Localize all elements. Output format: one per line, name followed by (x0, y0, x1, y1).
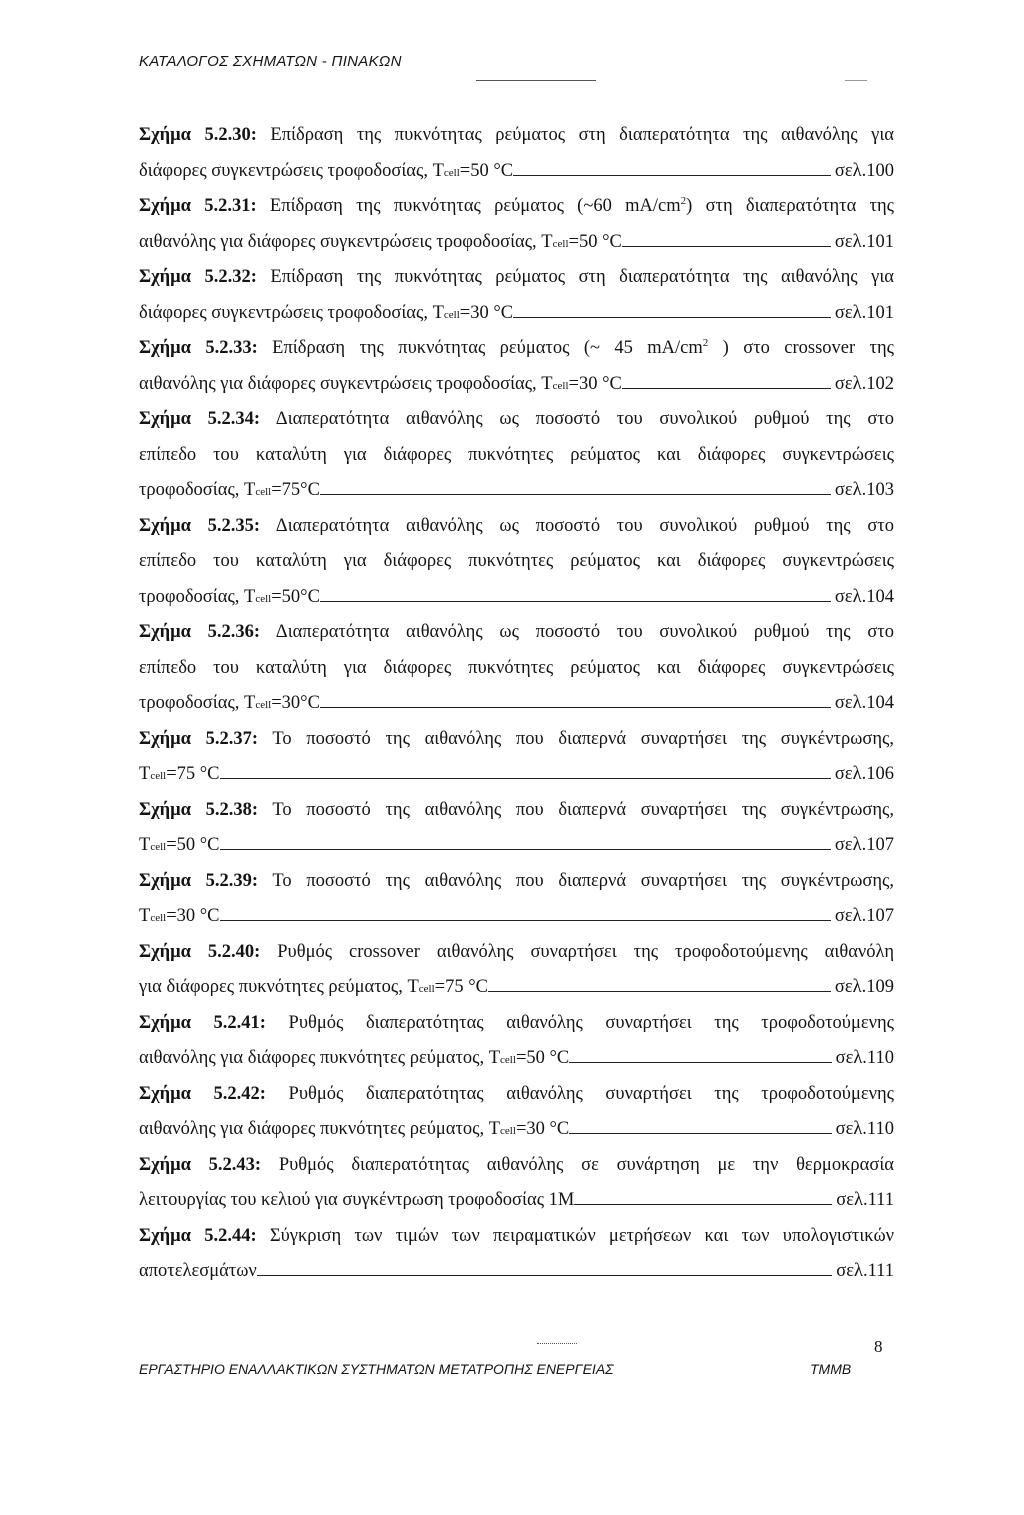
entry-line-last: T cell =50 °C σελ.107 (139, 828, 894, 864)
entry-caption-text: T (139, 764, 151, 784)
figure-number: Σχήμα 5.2.33: (139, 338, 258, 358)
figure-number: Σχήμα 5.2.30: (139, 125, 257, 145)
entry-caption-text: T (139, 906, 151, 926)
entry-caption-text: Το ποσοστό της αιθανόλης που διαπερνά συναρτήσει της συγκέντρωσης, (258, 799, 894, 820)
entry-caption-text: αποτελεσμάτων (139, 1261, 257, 1281)
page-reference: σελ.107 (834, 906, 894, 926)
leader-line (320, 601, 831, 602)
entry-caption-text: ) στο crossover της (708, 338, 894, 358)
figure-number: Σχήμα 5.2.43: (139, 1154, 262, 1175)
entry-tail: =75°C (271, 480, 320, 500)
entry-line-last: αιθανόλης για διάφορες συγκεντρώσεις τροφοδοσίας, T cell =50 °C σελ.101 (139, 225, 894, 261)
figure-entry (139, 722, 894, 793)
entry-caption-text: Ρυθμός διαπερατότητας αιθανόλης συναρτήσει της τροφοδοτούμενης (265, 1012, 894, 1033)
footer-department: ΤΜΜΒ (810, 1361, 852, 1377)
leader-line (320, 494, 831, 495)
entry-caption-text: Ρυθμός διαπερατότητας αιθανόλης σε συνάρτηση με την θερμοκρασία (261, 1154, 894, 1175)
entry-line (139, 1077, 894, 1113)
entry-caption-text: αιθανόλης για διάφορες πυκνότητες ρεύματος, T (139, 1119, 501, 1139)
leader-line (220, 778, 831, 779)
figure-number: Σχήμα 5.2.35: (139, 515, 261, 536)
leader-line (622, 246, 831, 247)
entry-caption-text: Επίδραση της πυκνότητας ρεύματος στη διαπερατότητα της αιθανόλης για (256, 267, 894, 287)
page-reference: σελ.107 (834, 835, 894, 855)
entry-line (139, 864, 894, 900)
page-reference: σελ.103 (834, 480, 894, 500)
entry-caption-text: Ρυθμός διαπερατότητας αιθανόλης συναρτήσει της τροφοδοτούμενης (265, 1083, 894, 1104)
page-header-title: ΚΑΤΑΛΟΓΟΣ ΣΧΗΜΑΤΩΝ - ΠΙΝΑΚΩΝ (139, 53, 402, 70)
entry-tail: =30 °C (515, 1119, 570, 1139)
page-reference: σελ.111 (836, 1190, 894, 1210)
figure-number: Σχήμα 5.2.32: (139, 267, 257, 287)
entry-caption-text: Διαπερατότητα αιθανόλης ως ποσοστό του συνολικού ρυθμού της στο (260, 409, 894, 429)
page-reference: σελ.110 (835, 1119, 894, 1139)
entry-caption-text: αιθανόλης για διάφορες συγκεντρώσεις τροφοδοσίας, T (139, 231, 553, 252)
page-reference: σελ.104 (834, 693, 894, 713)
leader-line (257, 1275, 832, 1276)
entry-line-last: τροφοδοσίας, T cell =30°C σελ.104 (139, 686, 894, 722)
page-reference: σελ.109 (834, 977, 894, 997)
entry-caption-text: Διαπερατότητα αιθανόλης ως ποσοστό του συνολικού ρυθμού της στο (260, 515, 894, 536)
entry-caption-text: επίπεδο του καταλύτη για διάφορες πυκνότητες ρεύματος και διάφορες συγκεντρώσεις (139, 444, 894, 465)
leader-line (574, 1204, 832, 1205)
entry-line (139, 722, 894, 758)
figure-entry (139, 118, 894, 189)
figure-number: Σχήμα 5.2.36: (139, 622, 261, 642)
entry-caption-text: διάφορες συγκεντρώσεις τροφοδοσίας, T (139, 160, 444, 181)
entry-caption-text: Σύγκριση των τιμών των πειραματικών μετρήσεων και των υπολογιστικών (256, 1225, 894, 1246)
figure-number: Σχήμα 5.2.44: (139, 1225, 257, 1246)
entry-tail: =50 °C (515, 1048, 570, 1068)
figure-number: Σχήμα 5.2.40: (139, 941, 261, 962)
page-reference: σελ.101 (834, 302, 894, 323)
page-reference: σελ.111 (836, 1261, 894, 1281)
superscript: 2 (702, 337, 709, 349)
entry-tail: =50 °C (166, 835, 220, 855)
entry-line (139, 651, 894, 687)
footer-lab-name: ΕΡΓΑΣΤΗΡΙΟ ΕΝΑΛΛΑΚΤΙΚΩΝ ΣΥΣΤΗΜΑΤΩΝ ΜΕΤΑΤΡΟΠΗΣ ΕΝΕΡΓΕΙΑΣ (139, 1361, 614, 1377)
entry-tail: =50 °C (459, 160, 514, 181)
entry-line-last: τροφοδοσίας, T cell =50°C σελ.104 (139, 580, 894, 616)
entry-line (139, 935, 894, 971)
header-rule-short (845, 80, 867, 81)
leader-line (569, 1133, 831, 1134)
entry-caption-text: ) στη διαπερατότητα της (686, 196, 894, 216)
figure-entry (139, 615, 894, 722)
entry-line (139, 1219, 894, 1255)
page-reference: σελ.100 (834, 160, 894, 181)
entry-line-last: διάφορες συγκεντρώσεις τροφοδοσίας, T cell =30 °C σελ.101 (139, 296, 894, 332)
entry-line (139, 331, 894, 367)
leader-line (513, 175, 831, 176)
entry-caption-text: λειτουργίας του κελιού για συγκέντρωση τροφοδοσίας 1M (139, 1190, 575, 1210)
entry-line (139, 189, 894, 225)
entry-line (139, 438, 894, 474)
entry-caption-text: Το ποσοστό της αιθανόλης που διαπερνά συναρτήσει της συγκέντρωσης, (258, 870, 894, 891)
leader-line (320, 707, 831, 708)
page-reference: σελ.102 (834, 373, 894, 394)
page-reference: σελ.104 (834, 586, 894, 607)
entry-line-last: τροφοδοσίας, T cell =75°C σελ.103 (139, 473, 894, 509)
entry-caption-text: Επίδραση της πυκνότητας ρεύματος (~ 45 mA/cm (257, 338, 703, 358)
entry-tail: =50°C (271, 586, 320, 607)
entry-caption-text: επίπεδο του καταλύτη για διάφορες πυκνότητες ρεύματος και διάφορες συγκεντρώσεις (139, 551, 894, 571)
entry-caption-text: Διαπερατότητα αιθανόλης ως ποσοστό του συνολικού ρυθμού της στο (260, 622, 894, 642)
entry-line (139, 1148, 894, 1184)
entry-caption-text: για διάφορες πυκνότητες ρεύματος, T (139, 977, 419, 997)
figure-entry (139, 1219, 894, 1290)
entry-line-last: για διάφορες πυκνότητες ρεύματος, T cell =75 °C σελ.109 (139, 970, 894, 1006)
footer-rule (537, 1343, 577, 1344)
entry-caption-text: Επίδραση της πυκνότητας ρεύματος στη διαπερατότητα της αιθανόλης για (256, 125, 894, 145)
figure-entry (139, 509, 894, 616)
entry-line-last: αιθανόλης για διάφορες συγκεντρώσεις τροφοδοσίας, T cell =30 °C σελ.102 (139, 367, 894, 403)
figure-entry (139, 189, 894, 260)
entry-caption-text: αιθανόλης για διάφορες πυκνότητες ρεύματος, T (139, 1048, 501, 1068)
figure-entry (139, 1006, 894, 1077)
figure-entry (139, 935, 894, 1006)
entry-line (139, 260, 894, 296)
entry-line-last: αιθανόλης για διάφορες πυκνότητες ρεύματος, T cell =50 °C σελ.110 (139, 1041, 894, 1077)
page-reference: σελ.110 (835, 1048, 894, 1068)
figure-entry (139, 260, 894, 331)
entry-line (139, 509, 894, 545)
entry-tail: =30 °C (568, 373, 622, 394)
entry-caption-text: τροφοδοσίας, T (139, 586, 256, 607)
entry-line-last (139, 1254, 894, 1290)
entry-line-last: T cell =30 °C σελ.107 (139, 899, 894, 935)
entry-line (139, 118, 894, 154)
figure-entry (139, 1077, 894, 1148)
entry-line (139, 544, 894, 580)
figure-entry (139, 793, 894, 864)
entry-line (139, 793, 894, 829)
page-number: 8 (874, 1337, 883, 1356)
superscript: 2 (680, 195, 687, 207)
figure-entry (139, 331, 894, 402)
leader-line (220, 920, 831, 921)
entry-tail: =30°C (271, 693, 320, 713)
leader-line (488, 991, 831, 992)
entry-caption-text: T (139, 835, 151, 855)
entry-line-last: αιθανόλης για διάφορες πυκνότητες ρεύματος, T cell =30 °C σελ.110 (139, 1112, 894, 1148)
leader-line (513, 317, 831, 318)
entry-caption-text: Το ποσοστό της αιθανόλης που διαπερνά συναρτήσει της συγκέντρωσης, (258, 728, 894, 749)
entry-caption-text: Ρυθμός crossover αιθανόλης συναρτήσει της τροφοδοτούμενης αιθανόλη (260, 941, 895, 962)
figure-number: Σχήμα 5.2.39: (139, 870, 259, 891)
entry-line (139, 402, 894, 438)
entry-line-last (139, 1183, 894, 1219)
entry-line (139, 615, 894, 651)
entry-caption-text: τροφοδοσίας, T (139, 480, 256, 500)
figure-number: Σχήμα 5.2.42: (139, 1083, 266, 1104)
header-rule (476, 80, 596, 81)
entry-line (139, 1006, 894, 1042)
leader-line (220, 849, 831, 850)
entry-tail: =30 °C (166, 906, 220, 926)
entry-tail: =75 °C (434, 977, 488, 997)
entry-caption-text: διάφορες συγκεντρώσεις τροφοδοσίας, T (139, 302, 444, 323)
figure-entry (139, 864, 894, 935)
leader-line (569, 1062, 831, 1063)
entry-caption-text: Επίδραση της πυκνότητας ρεύματος (~60 mA/cm (256, 196, 681, 216)
entry-caption-text: τροφοδοσίας, T (139, 693, 256, 713)
page-reference: σελ.101 (834, 231, 894, 252)
page-reference: σελ.106 (834, 764, 894, 784)
figure-entry (139, 1148, 894, 1219)
entry-caption-text: αιθανόλης για διάφορες συγκεντρώσεις τροφοδοσίας, T (139, 373, 553, 394)
figure-number: Σχήμα 5.2.37: (139, 728, 259, 749)
figure-entry (139, 402, 894, 509)
entry-tail: =30 °C (459, 302, 514, 323)
entry-line-last: διάφορες συγκεντρώσεις τροφοδοσίας, T cell =50 °C σελ.100 (139, 154, 894, 190)
entry-tail: =50 °C (568, 231, 622, 252)
figure-number: Σχήμα 5.2.31: (139, 196, 257, 216)
entry-tail: =75 °C (166, 764, 220, 784)
entry-caption-text: επίπεδο του καταλύτη για διάφορες πυκνότητες ρεύματος και διάφορες συγκεντρώσεις (139, 657, 894, 678)
figure-number: Σχήμα 5.2.34: (139, 409, 261, 429)
figure-list (139, 118, 894, 1290)
figure-number: Σχήμα 5.2.38: (139, 799, 259, 820)
leader-line (622, 388, 831, 389)
figure-number: Σχήμα 5.2.41: (139, 1012, 266, 1033)
entry-line-last: T cell =75 °C σελ.106 (139, 757, 894, 793)
